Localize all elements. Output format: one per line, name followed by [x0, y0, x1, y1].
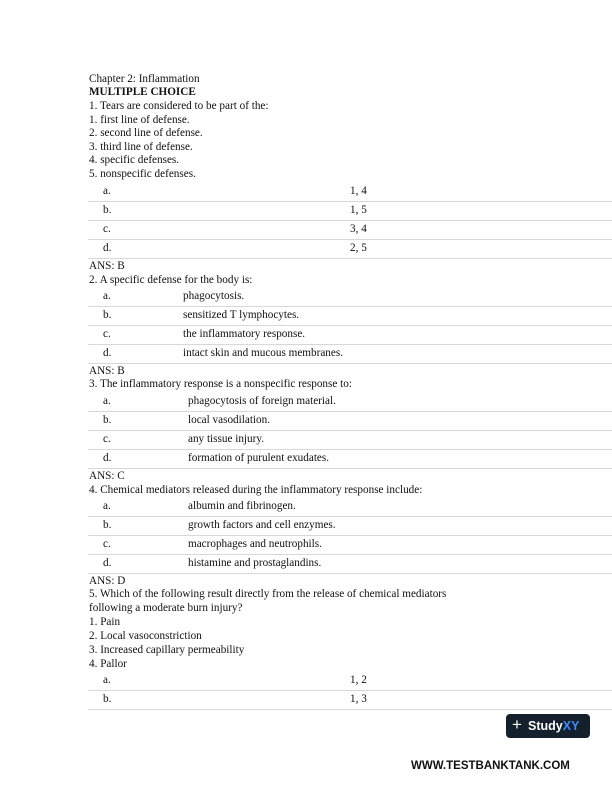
studyxy-logo-text — [528, 718, 579, 734]
choice-text: formation of purulent exudates. — [188, 452, 330, 464]
q2-choice-d — [88, 345, 612, 364]
question-4-stem: 4. Chemical mediators released during the inflammatory response include: — [89, 484, 423, 496]
choice-letter: a. — [103, 500, 111, 512]
choice-text: phagocytosis. — [183, 290, 245, 302]
q2-choice-b — [88, 307, 612, 326]
studyxy-badge[interactable] — [506, 714, 590, 738]
question-3-stem: 3. The inflammatory response is a nonspecific response to: — [89, 378, 352, 390]
choice-text: 2, 5 — [350, 242, 367, 254]
q4-choice-c — [88, 536, 612, 555]
q3-choice-a — [88, 393, 612, 412]
q2-choice-a — [88, 288, 612, 307]
choice-letter: b. — [103, 414, 112, 426]
choice-text: any tissue injury. — [188, 433, 265, 445]
q3-choice-b — [88, 412, 612, 431]
choice-letter: d. — [103, 242, 112, 254]
q5-choice-a — [88, 672, 612, 691]
logo-text-main: Study — [528, 719, 563, 733]
choice-text: local vasodilation. — [188, 414, 271, 426]
choice-letter: a. — [103, 395, 111, 407]
choice-text: 1, 4 — [350, 185, 367, 197]
choice-letter: a. — [103, 185, 111, 197]
choice-text: sensitized T lymphocytes. — [183, 309, 300, 321]
choice-letter: a. — [103, 290, 111, 302]
q2-answer: ANS: B — [89, 365, 125, 377]
q1-option-2: 2. second line of defense. — [89, 127, 203, 139]
q4-choice-b — [88, 517, 612, 536]
q5-option-3: 3. Increased capillary permeability — [89, 644, 245, 656]
plus-icon: + — [512, 715, 522, 734]
choice-letter: c. — [103, 223, 111, 235]
choice-text: albumin and fibrinogen. — [188, 500, 296, 512]
q3-choice-c — [88, 431, 612, 450]
choice-letter: c. — [103, 538, 111, 550]
q3-answer: ANS: C — [89, 470, 125, 482]
q1-option-1: 1. first line of defense. — [89, 114, 190, 126]
choice-text: 3, 4 — [350, 223, 367, 235]
q5-choice-b — [88, 691, 612, 710]
choice-letter: a. — [103, 674, 111, 686]
q3-choice-d — [88, 450, 612, 469]
chapter-title: Chapter 2: Inflammation — [89, 73, 200, 85]
choice-letter: d. — [103, 452, 112, 464]
choice-letter: c. — [103, 433, 111, 445]
q1-choice-a — [88, 183, 612, 202]
q1-option-4: 4. specific defenses. — [89, 154, 180, 166]
q1-choice-c — [88, 221, 612, 240]
choice-letter: d. — [103, 347, 112, 359]
q1-option-3: 3. third line of defense. — [89, 141, 193, 153]
choice-letter: b. — [103, 204, 112, 216]
choice-letter: b. — [103, 693, 112, 705]
q4-answer: ANS: D — [89, 575, 126, 587]
choice-text: 1, 3 — [350, 693, 367, 705]
choice-letter: c. — [103, 328, 111, 340]
choice-text: intact skin and mucous membranes. — [183, 347, 344, 359]
logo-text-accent: XY — [562, 719, 580, 733]
choice-text: 1, 2 — [350, 674, 367, 686]
footer-url[interactable]: WWW.TESTBANKTANK.COM — [411, 760, 570, 772]
section-heading: MULTIPLE CHOICE — [89, 86, 196, 98]
q1-choice-d — [88, 240, 612, 259]
q5-option-2: 2. Local vasoconstriction — [89, 630, 202, 642]
question-2-stem: 2. A specific defense for the body is: — [89, 274, 253, 286]
q4-choice-a — [88, 498, 612, 517]
choice-text: histamine and prostaglandins. — [188, 557, 322, 569]
choice-text: growth factors and cell enzymes. — [188, 519, 336, 531]
choice-letter: b. — [103, 309, 112, 321]
choice-text: 1, 5 — [350, 204, 367, 216]
question-5-stem-line-2: following a moderate burn injury? — [89, 602, 243, 614]
q5-option-1: 1. Pain — [89, 616, 121, 628]
q1-choice-b — [88, 202, 612, 221]
q1-answer: ANS: B — [89, 260, 125, 272]
choice-text: the inflammatory response. — [183, 328, 306, 340]
q4-choice-d — [88, 555, 612, 574]
q5-option-4: 4. Pallor — [89, 658, 127, 670]
choice-text: macrophages and neutrophils. — [188, 538, 322, 550]
q1-option-5: 5. nonspecific defenses. — [89, 168, 196, 180]
q2-choice-c — [88, 326, 612, 345]
question-1-stem: 1. Tears are considered to be part of the: — [89, 100, 269, 112]
choice-letter: b. — [103, 519, 112, 531]
choice-text: phagocytosis of foreign material. — [188, 395, 336, 407]
choice-letter: d. — [103, 557, 112, 569]
question-5-stem-line-1: 5. Which of the following result directly from the release of chemical mediators — [89, 588, 447, 600]
